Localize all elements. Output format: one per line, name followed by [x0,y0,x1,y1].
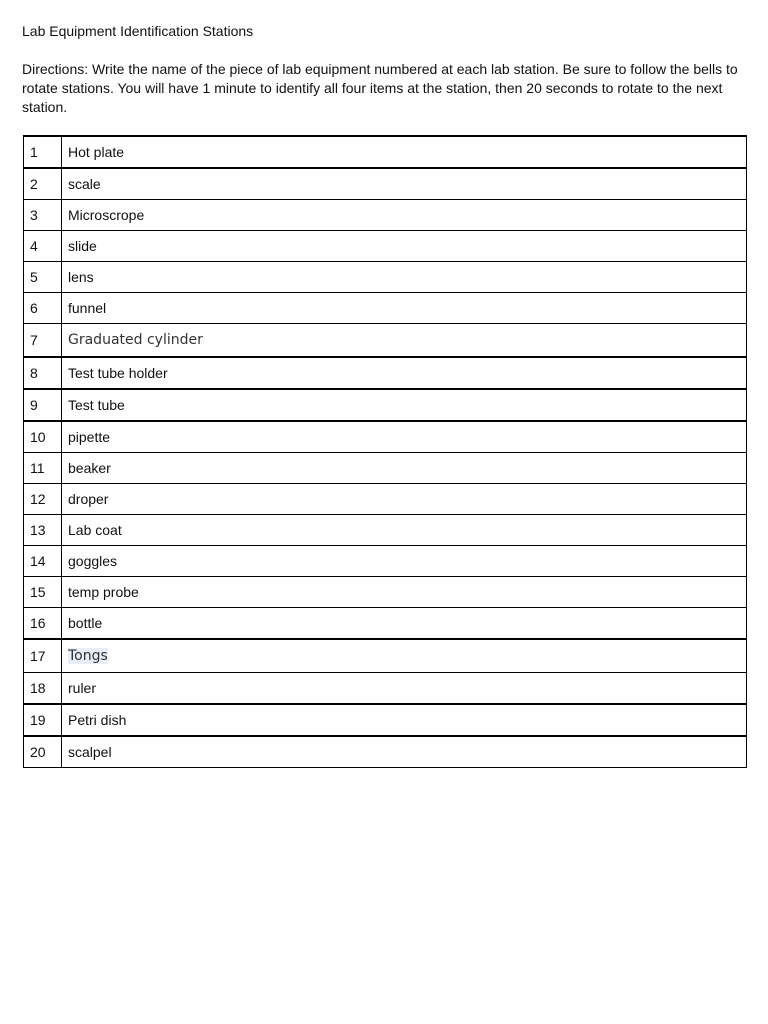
equipment-name: goggles [62,546,747,577]
equipment-name: bottle [62,608,747,640]
row-number: 6 [24,293,62,324]
table-row [24,168,747,200]
row-number: 17 [24,639,62,673]
table-row [24,639,747,673]
row-number: 8 [24,357,62,389]
table-row [24,704,747,736]
row-number: 20 [24,736,62,768]
table-row [24,231,747,262]
row-number: 5 [24,262,62,293]
equipment-name: Lab coat [62,515,747,546]
equipment-name: Graduated cylinder [62,324,747,358]
equipment-name: slide [62,231,747,262]
row-number: 16 [24,608,62,640]
table-row [24,673,747,705]
row-number: 1 [24,136,62,168]
table-row [24,546,747,577]
table-row [24,608,747,640]
equipment-name: ruler [62,673,747,705]
page-title: Lab Equipment Identification Stations [22,23,254,39]
equipment-name: Petri dish [62,704,747,736]
table-row [24,389,747,421]
directions-text: Directions: Write the name of the piece of lab equipment numbered at each lab station. Be sure to follow the bells to rotate stations. You will have 1 minute to identify all four items at the station, then 20 seconds to rotate to the next station. [22,61,738,115]
row-number: 19 [24,704,62,736]
equipment-name: Test tube holder [62,357,747,389]
row-number: 10 [24,421,62,453]
table-row [24,577,747,608]
row-number: 3 [24,200,62,231]
table-row [24,453,747,484]
equipment-name: Tongs [68,647,108,664]
equipment-name: beaker [62,453,747,484]
equipment-name: scale [62,168,747,200]
table-row [24,736,747,768]
equipment-table [23,135,747,768]
row-number: 4 [24,231,62,262]
equipment-name: lens [62,262,747,293]
row-number: 2 [24,168,62,200]
row-number: 18 [24,673,62,705]
equipment-name: pipette [62,421,747,453]
row-number: 15 [24,577,62,608]
equipment-name: temp probe [62,577,747,608]
table-row [24,200,747,231]
equipment-name: droper [62,484,747,515]
equipment-name: funnel [62,293,747,324]
equipment-name: Hot plate [62,136,747,168]
table-row [24,484,747,515]
equipment-name: Microscrope [62,200,747,231]
row-number: 7 [24,324,62,358]
equipment-name: scalpel [62,736,747,768]
row-number: 13 [24,515,62,546]
table-row [24,293,747,324]
table-row [24,357,747,389]
equipment-name-cell [62,639,747,673]
table-row [24,324,747,358]
row-number: 11 [24,453,62,484]
equipment-name: Test tube [62,389,747,421]
table-row [24,421,747,453]
table-row [24,515,747,546]
row-number: 9 [24,389,62,421]
table-row [24,262,747,293]
row-number: 14 [24,546,62,577]
table-row [24,136,747,168]
row-number: 12 [24,484,62,515]
